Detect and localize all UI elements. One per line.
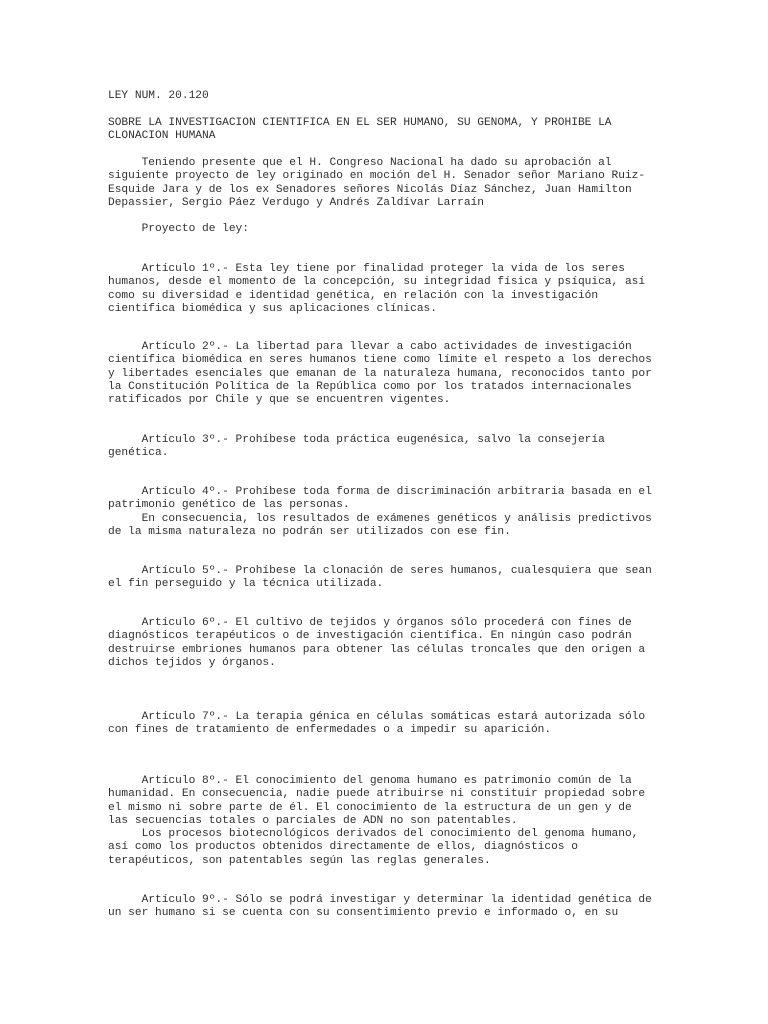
article-4: Artículo 4º.- Prohíbese toda forma de discriminación arbitraria basada en el patrimonio genético de las personas. En consecuencia, los resultados de exámenes genéticos y análisis predictivos de la misma naturaleza no podrán ser utilizados con ese fin. (108, 486, 652, 538)
article-7: Artículo 7º.- La terapia génica en células somáticas estará autorizada sólo con fines de tratamiento de enfermedades o a impedir su aparición. (108, 711, 646, 737)
article-1: Artículo 1º.- Esta ley tiene por finalidad proteger la vida de los seres humanos, desde el momento de la concepción, su integridad física y psíquica, así como su diversidad e identidad genética, en relación con la investigación científica biomédica y sus aplicaciones clínicas. (108, 263, 646, 315)
preamble: Teniendo presente que el H. Congreso Nacional ha dado su aprobación al siguiente proyecto de ley originado en moción del H. Senador señor Mariano Ruiz- Esquide Jara y de los ex Senadores señores Nicolás Díaz Sánchez, Juan Hamilton Depassier, Sergio Páez Verdugo y Andrés Zaldívar Larraín (108, 157, 646, 209)
article-6: Artículo 6º.- El cultivo de tejidos y órganos sólo procederá con fines de diagnósticos terapéuticos o de investigación científica. En ningún caso podrán destruirse embriones humanos para obtener las células troncales que den origen a dichos tejidos y órganos. (108, 617, 646, 669)
project-label: Proyecto de ley: (108, 223, 249, 235)
article-5: Artículo 5º.- Prohíbese la clonación de seres humanos, cualesquiera que sean el fin perseguido y la técnica utilizada. (108, 565, 652, 591)
law-title: SOBRE LA INVESTIGACION CIENTIFICA EN EL SER HUMANO, SU GENOMA, Y PROHIBE LA CLONACION HUMANA (108, 117, 612, 143)
article-2: Artículo 2º.- La libertad para llevar a cabo actividades de investigación científica biomédica en seres humanos tiene como límite el respeto a los derechos y libertades esenciales que emanan de la naturaleza humana, reconocidos tanto por la Constitución Política de la República como por los tratados internacionales ratificados por Chile y que se encuentren vigentes. (108, 341, 652, 407)
article-9: Artículo 9º.- Sólo se podrá investigar y determinar la identidad genética de un ser humano si se cuenta con su consentimiento previo e informado o, en su (108, 894, 652, 920)
law-number: LEY NUM. 20.120 (108, 90, 209, 102)
article-8: Artículo 8º.- El conocimiento del genoma humano es patrimonio común de la humanidad. En consecuencia, nadie puede atribuirse ni constituir propiedad sobre el mismo ni sobre parte de él. El conocimiento de la estructura de un gen y de las secuencias totales o parciales de ADN no son patentables. Los procesos biotecnológicos derivados del conocimiento del genoma humano, así como los productos obtenidos directamente de ellos, diagnósticos o terapéuticos, son patentables según las reglas generales. (108, 775, 646, 867)
article-3: Artículo 3º.- Prohíbese toda práctica eugenésica, salvo la consejería genética. (108, 434, 605, 460)
